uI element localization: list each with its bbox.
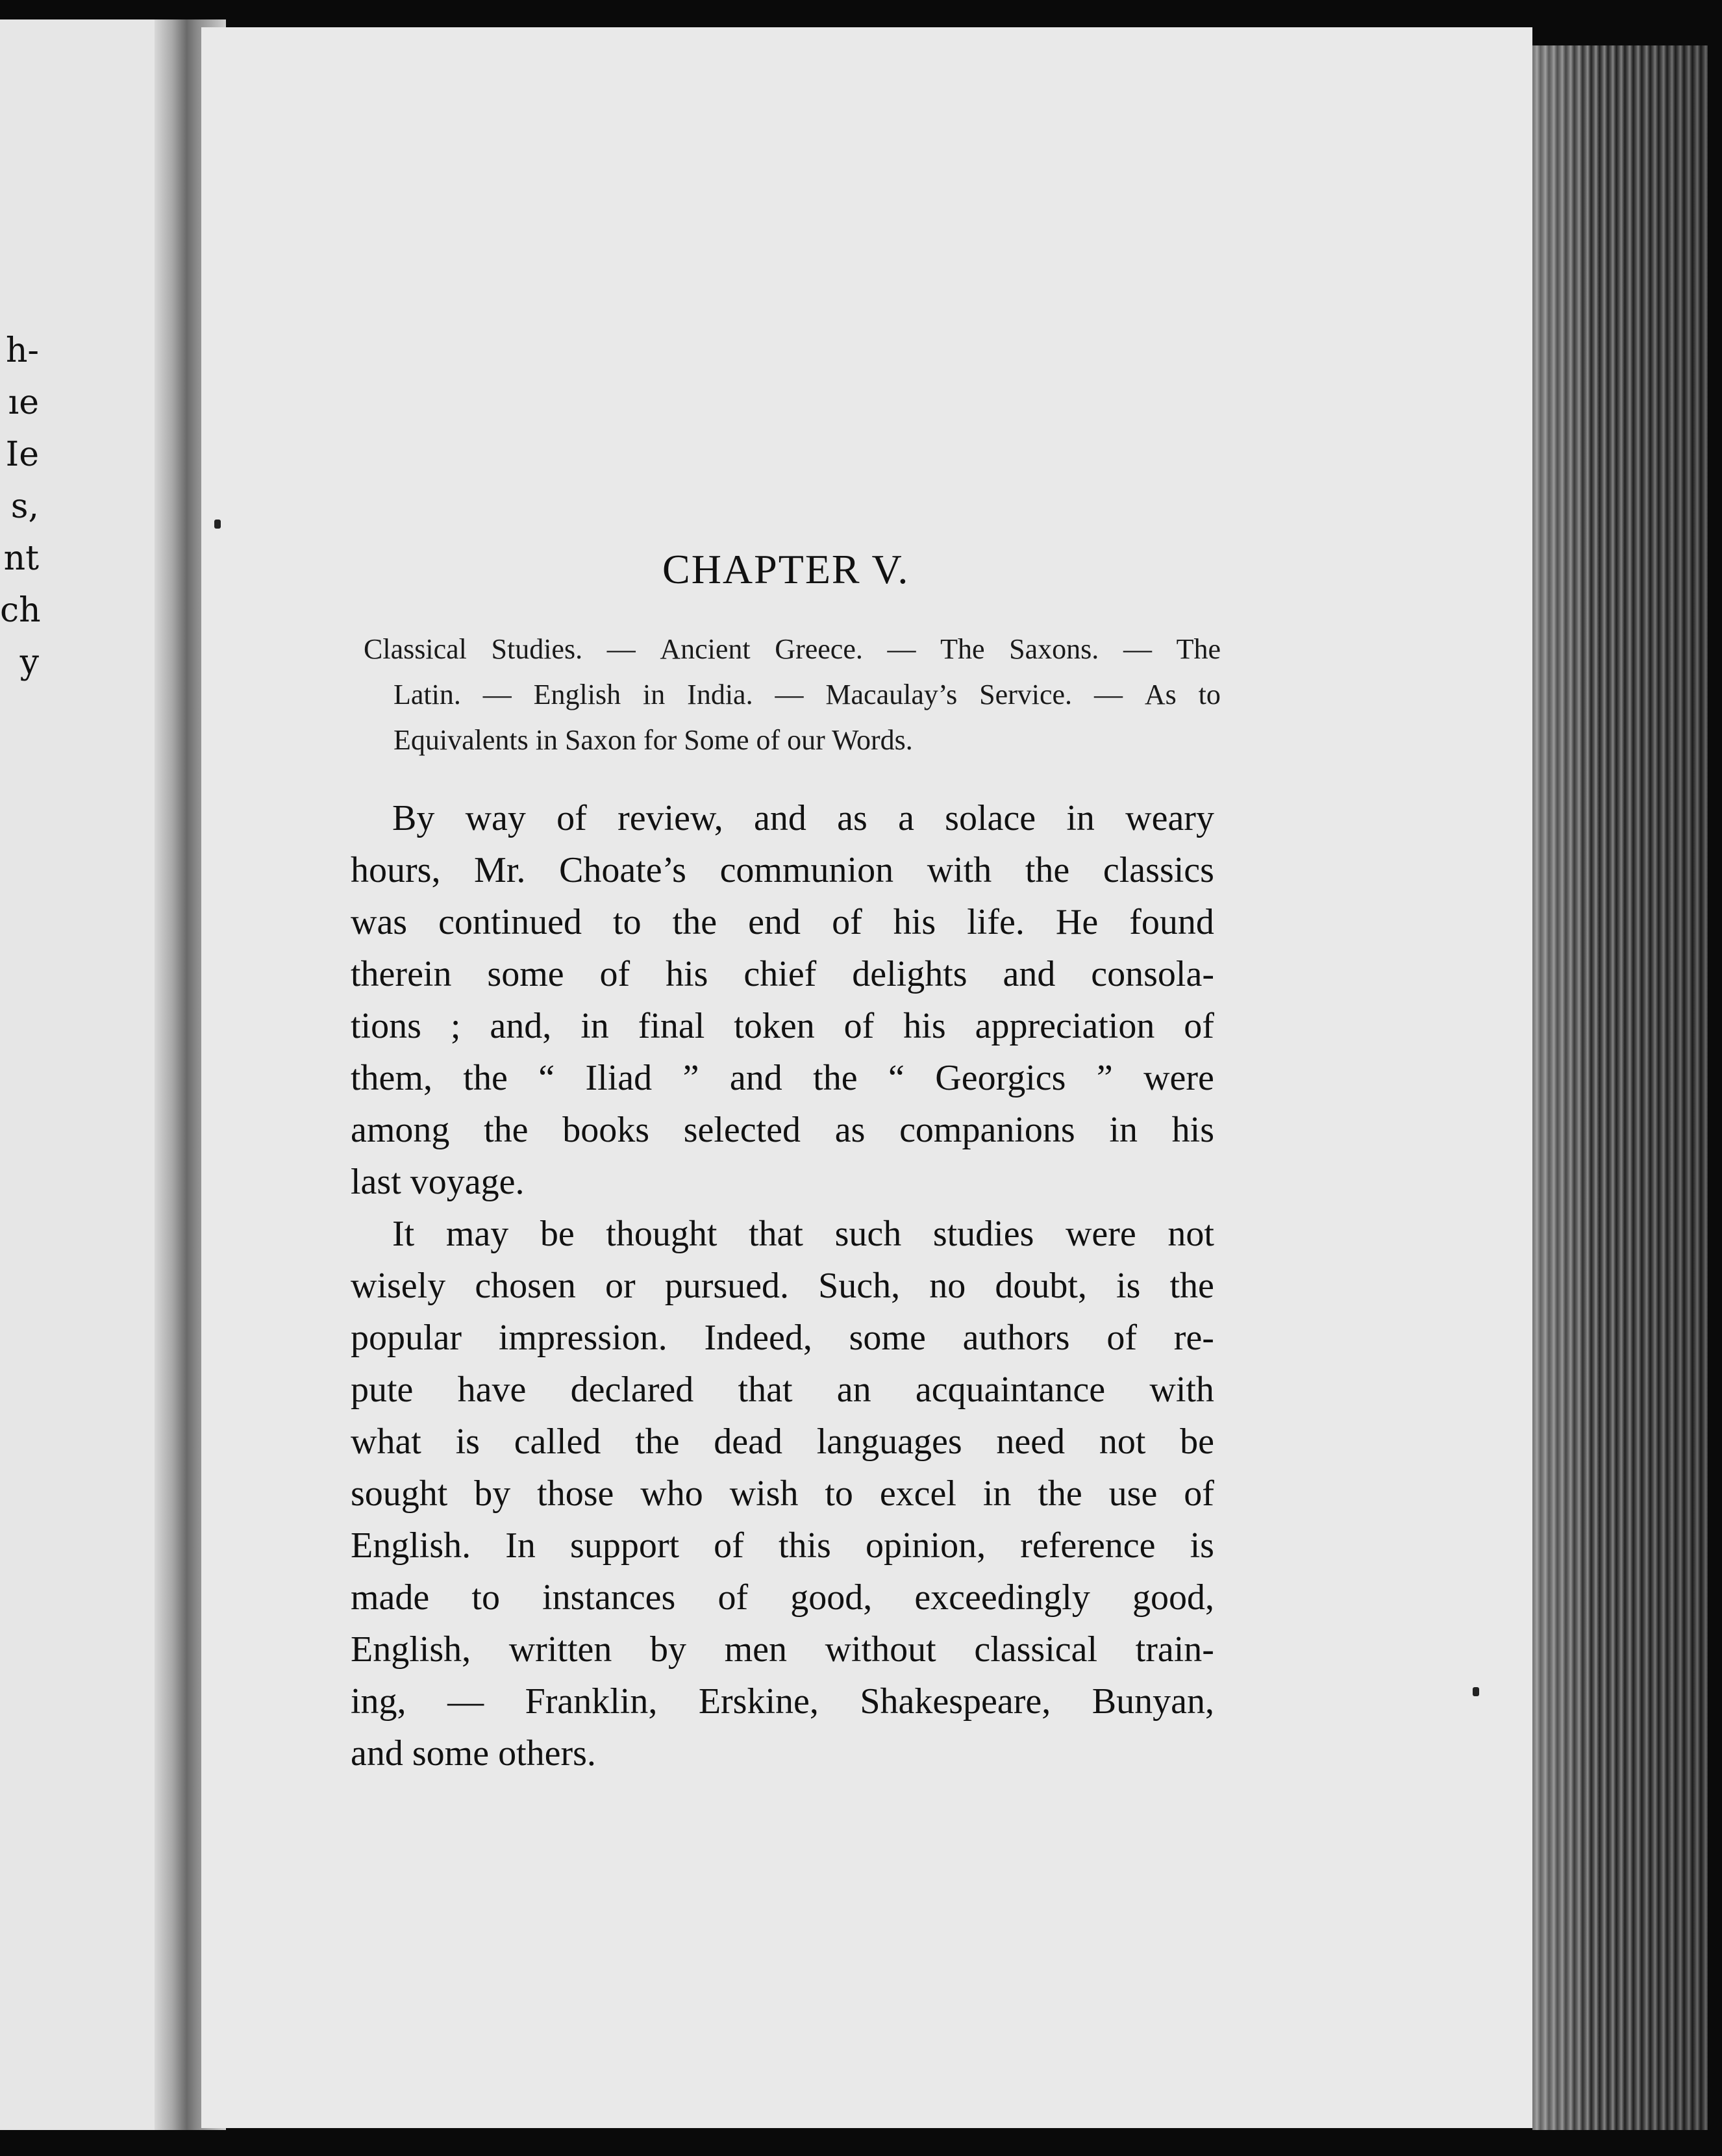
word: Erskine, [698,1681,819,1722]
fragment-line: ıe [8,383,39,422]
word: by [649,1629,686,1670]
body-text [351,792,1214,1779]
word: and [729,1058,782,1098]
word: — [606,633,636,665]
word: appreciation [975,1006,1155,1046]
word: reference [1020,1525,1156,1566]
word: be [540,1214,575,1254]
word: to [613,902,642,942]
word: the [672,902,718,942]
word: final [638,1006,705,1046]
fragment-line: ch [0,591,41,630]
word: of [832,902,862,942]
word: this [778,1525,831,1566]
word: men [724,1629,787,1670]
word: of [1106,1318,1137,1358]
word: were [1143,1058,1214,1098]
word: The [940,633,985,665]
fragment-line: Ie [5,435,39,474]
word: of [556,798,587,838]
word: doubt, [995,1266,1087,1306]
word: have [457,1370,527,1410]
word: ing, [351,1681,406,1722]
word: a [898,798,914,838]
word: continued [438,902,582,942]
word: in [1066,798,1095,838]
word: some [487,954,564,994]
word: in [1109,1110,1138,1150]
text-line: and some others. [351,1733,596,1774]
word: among [351,1110,450,1150]
word: Shakespeare, [860,1681,1051,1722]
word: no [929,1266,966,1306]
word: English [533,679,621,710]
word: re- [1173,1318,1214,1358]
word: ; [450,1006,461,1046]
word: studies [932,1214,1034,1254]
word: those [537,1473,614,1514]
word: — [482,679,512,710]
word: By [392,798,435,838]
word: Ancient [660,633,751,665]
word: that [738,1370,793,1410]
word: ” [682,1058,699,1098]
word: “ [538,1058,555,1098]
text-line [351,1052,1214,1104]
word: some [849,1318,926,1358]
fragment-line: y [19,643,39,682]
word: good, [1132,1577,1214,1618]
text-line [351,1260,1214,1312]
word: in [580,1006,609,1046]
word: be [1180,1422,1214,1462]
word: Franklin, [525,1681,658,1722]
word: to [471,1577,500,1618]
ink-speck [214,520,221,529]
text-line [351,1208,1214,1260]
word: his [893,902,936,942]
text-line [351,1572,1214,1623]
word: exceedingly [914,1577,1090,1618]
word: not [1167,1214,1214,1254]
text-line [351,1468,1214,1520]
word: support [570,1525,680,1566]
word: chief [743,954,817,994]
word: review, [618,798,723,838]
word: hours, [351,850,441,890]
word: sought [351,1473,448,1514]
word: what [351,1422,421,1462]
word: of [599,954,630,994]
word: excel [879,1473,956,1514]
word: were [1065,1214,1136,1254]
word: of [1184,1006,1214,1046]
word: to [825,1473,853,1514]
word: called [514,1422,601,1462]
paragraph [351,792,1214,1208]
word: classics [1103,850,1214,890]
word: the [635,1422,680,1462]
word: found [1129,902,1214,942]
word: impression. [498,1318,668,1358]
word: with [1149,1370,1214,1410]
word: of [714,1525,744,1566]
synopsis-line [364,627,1221,672]
word: “ [888,1058,905,1098]
word: the [1038,1473,1082,1514]
synopsis-line [364,672,1221,718]
word: Iliad [585,1058,653,1098]
word: dead [714,1422,782,1462]
word: Service. [979,679,1073,710]
word: an [836,1370,871,1410]
word: Greece. [775,633,863,665]
word: Macaulay’s [825,679,958,710]
word: by [474,1473,511,1514]
word: of [718,1577,749,1618]
word: the [1025,850,1070,890]
word: The [1176,633,1221,665]
fragment-line: s, [10,487,39,526]
word: Classical [364,633,467,665]
word: He [1055,902,1099,942]
word: them, [351,1058,432,1098]
word: — [887,633,916,665]
word: train- [1135,1629,1214,1670]
word: good, [790,1577,873,1618]
facing-page-text-fragments [0,325,39,688]
word: his [666,954,708,994]
word: communion [719,850,894,890]
page-edges-shade [1532,45,1708,2130]
word: Studies. [491,633,583,665]
word: end [748,902,801,942]
text-line [351,792,1214,844]
word: is [455,1422,480,1462]
word: pursued. [664,1266,790,1306]
word: companions [899,1110,1075,1150]
word: life. [967,902,1025,942]
chapter-title: CHAPTER V. [662,546,910,592]
word: Saxons. [1009,633,1099,665]
word: not [1099,1422,1146,1462]
word: Georgics [935,1058,1066,1098]
chapter-synopsis [364,627,1221,763]
text-line [351,1675,1214,1727]
word: without [825,1629,936,1670]
word: It [392,1214,415,1254]
word: therein [351,954,452,994]
word: as [837,798,867,838]
text-line [351,948,1214,1000]
word: consola- [1091,954,1214,994]
word: token [734,1006,815,1046]
word: languages [816,1422,962,1462]
fragment-line: nt [3,539,39,578]
word: classical [974,1629,1098,1670]
word: Mr. [474,850,526,890]
word: As [1144,679,1177,710]
word: instances [542,1577,676,1618]
word: Latin. [393,679,461,710]
word: — [1123,633,1152,665]
word: his [1171,1110,1214,1150]
word: is [1116,1266,1141,1306]
word: who [640,1473,703,1514]
word: may [445,1214,509,1254]
text-line [351,844,1214,896]
word: — [447,1681,484,1722]
word: and, [490,1006,552,1046]
word: or [605,1266,636,1306]
word: with [927,850,992,890]
word: — [775,679,804,710]
word: the [463,1058,508,1098]
word: of [1184,1473,1214,1514]
word: use [1108,1473,1158,1514]
word: that [749,1214,803,1254]
word: chosen [475,1266,576,1306]
paragraph [351,1208,1214,1779]
text-line [351,1000,1214,1052]
word: Bunyan, [1092,1681,1214,1722]
word: ” [1096,1058,1113,1098]
word: his [903,1006,946,1046]
word: delights [852,954,967,994]
word: acquaintance [915,1370,1106,1410]
word: authors [962,1318,1070,1358]
text-line [351,1312,1214,1364]
word: such [834,1214,902,1254]
word: declared [570,1370,694,1410]
word: as [834,1110,866,1150]
word: In [505,1525,536,1566]
word: made [351,1577,430,1618]
word: in [982,1473,1012,1514]
word: written [508,1629,612,1670]
word: in [643,679,666,710]
word: selected [683,1110,801,1150]
word: way [465,798,526,838]
word: popular [351,1318,462,1358]
word: wisely [351,1266,446,1306]
word: English. [351,1525,471,1566]
word: Indeed, [704,1318,812,1358]
word: thought [606,1214,718,1254]
text-line [351,896,1214,948]
word: and [1003,954,1056,994]
synopsis-line: Equivalents in Saxon for Some of our Words. [393,724,913,756]
word: Such, [818,1266,901,1306]
word: — [1093,679,1123,710]
word: was [351,902,408,942]
word: Choate’s [559,850,686,890]
text-line [351,1623,1214,1675]
word: to [1198,679,1221,710]
word: the [1169,1266,1214,1306]
word: of [843,1006,875,1046]
text-line [351,1104,1214,1156]
word: India. [687,679,753,710]
word: solace [945,798,1036,838]
text-line: last voyage. [351,1162,525,1202]
word: the [813,1058,858,1098]
word: and [754,798,806,838]
word: is [1190,1525,1214,1566]
ink-speck [1473,1687,1479,1696]
word: books [562,1110,650,1150]
word: pute [351,1370,414,1410]
word: the [484,1110,529,1150]
text-line [351,1364,1214,1416]
fragment-line: h- [5,331,39,370]
text-line [351,1416,1214,1468]
word: wish [729,1473,799,1514]
word: tions [351,1006,421,1046]
word: English, [351,1629,471,1670]
word: opinion, [865,1525,986,1566]
word: need [996,1422,1066,1462]
word: weary [1125,798,1214,838]
text-line [351,1520,1214,1572]
